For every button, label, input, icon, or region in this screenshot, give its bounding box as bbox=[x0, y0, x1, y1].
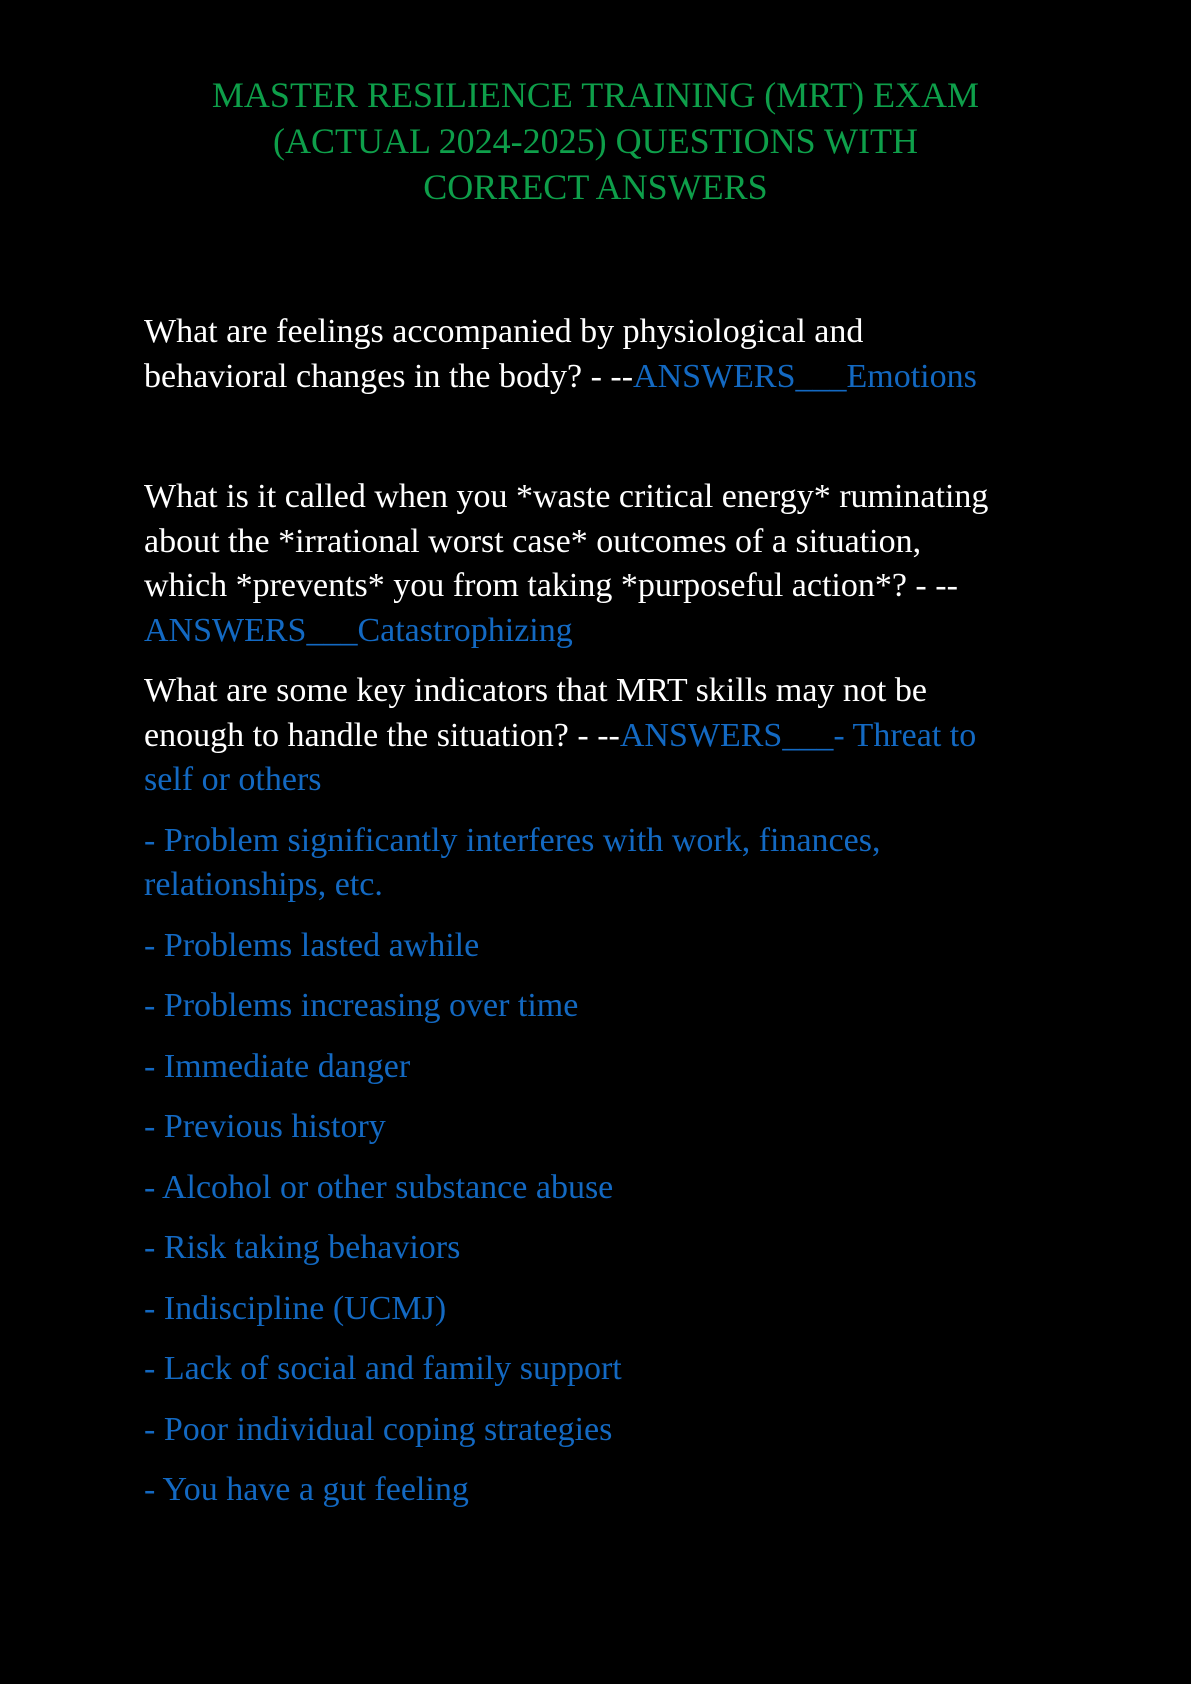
question-text: which *prevents* you from taking *purposeful action*? - -- bbox=[144, 567, 958, 604]
list-item: - Previous history bbox=[144, 1108, 386, 1145]
answer-text: ANSWERS___Catastrophizing bbox=[144, 611, 573, 649]
list-item: - Problems lasted awhile bbox=[144, 926, 480, 964]
list-item: - Problems increasing over time bbox=[144, 987, 579, 1024]
list-item: - Immediate danger bbox=[144, 1047, 411, 1085]
qa-item-catastrophizing bbox=[144, 475, 1064, 653]
list-item: - Problem significantly interferes with work, finances, relationships, etc. bbox=[144, 821, 881, 903]
answer-text: self or others bbox=[144, 761, 322, 798]
question-text: What are some key indicators that MRT skills may not be bbox=[144, 672, 927, 709]
title-line-1: MASTER RESILIENCE TRAINING (MRT) EXAM bbox=[211, 75, 980, 115]
answer-text: ANSWERS___- Threat to bbox=[619, 716, 977, 754]
title-line-2: (ACTUAL 2024-2025) QUESTIONS WITH bbox=[273, 121, 918, 161]
document-body bbox=[144, 310, 1064, 1529]
list-item: - You have a gut feeling bbox=[144, 1471, 469, 1508]
question-text: behavioral changes in the body? - -- bbox=[144, 357, 634, 395]
question-text: about the *irrational worst case* outcomes of a situation, bbox=[144, 522, 922, 560]
question-text: enough to handle the situation? - -- bbox=[144, 716, 620, 754]
answer-text: ANSWERS___Emotions bbox=[633, 357, 977, 395]
qa-item-emotions bbox=[144, 310, 1064, 399]
answer-bullet-list bbox=[144, 819, 1064, 1513]
list-item: - Lack of social and family support bbox=[144, 1350, 622, 1387]
list-item: - Risk taking behaviors bbox=[144, 1229, 461, 1266]
title-line-3: CORRECT ANSWERS bbox=[423, 167, 768, 207]
question-text: What is it called when you *waste critical energy* ruminating bbox=[144, 478, 989, 515]
qa-item-key-indicators bbox=[144, 669, 1064, 1513]
question-text: What are feelings accompanied by physiological and bbox=[144, 313, 864, 350]
document-title bbox=[100, 72, 1091, 210]
list-item: - Poor individual coping strategies bbox=[144, 1410, 613, 1448]
list-item: - Indiscipline (UCMJ) bbox=[144, 1289, 447, 1327]
list-item: - Alcohol or other substance abuse bbox=[144, 1168, 614, 1206]
